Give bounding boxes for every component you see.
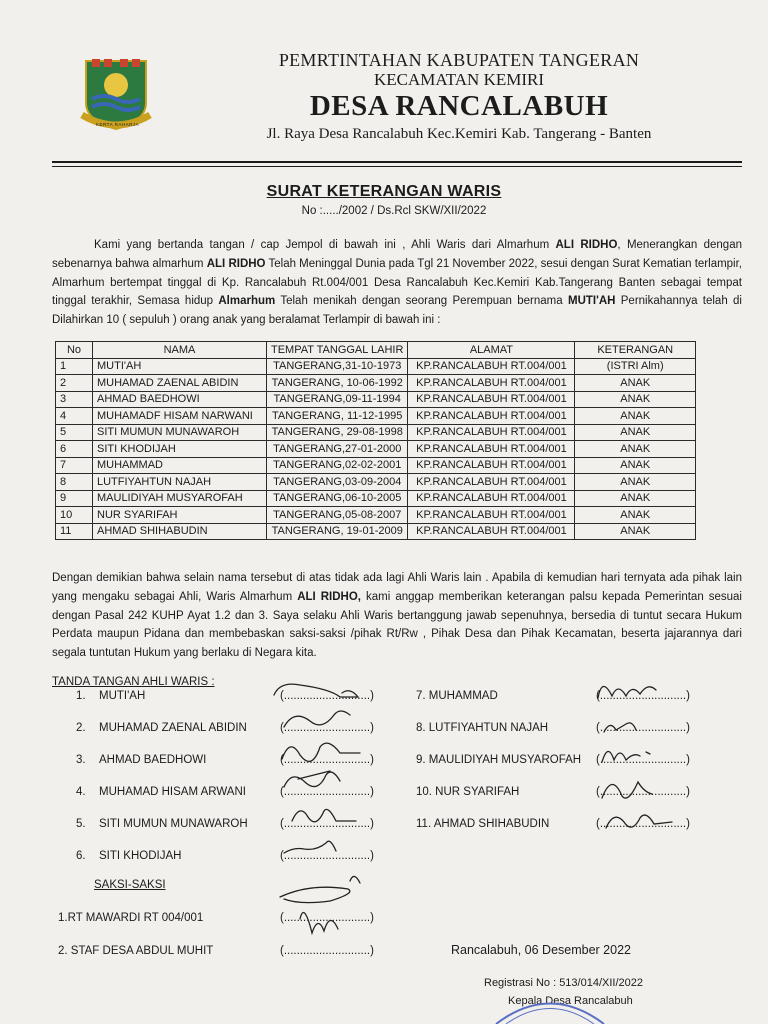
- sig-left-name: SITI KHODIJAH: [99, 850, 182, 862]
- sig-right-name: 11. AHMAD SHIHABUDIN: [416, 818, 550, 830]
- heirs-signature-heading: TANDA TANGAN AHLI WARIS :: [52, 676, 215, 688]
- signature-blank: (...........................): [280, 690, 374, 702]
- signature-blank: (...........................): [280, 850, 374, 862]
- sig-right-name: 7. MUHAMMAD: [416, 690, 498, 702]
- registration-number: Registrasi No : 513/014/XII/2022: [484, 977, 643, 989]
- handwritten-signatures-right: [592, 672, 684, 842]
- sig-left-no: 1.: [76, 690, 86, 702]
- table-row: 7 MUHAMMAD TANGERANG,02-02-2001 KP.RANCALABUH RT.004/001 ANAK: [56, 457, 696, 474]
- signature-blank: (...........................): [280, 786, 374, 798]
- header-divider: [52, 161, 742, 163]
- witnesses-heading: SAKSI-SAKSI: [94, 879, 166, 891]
- sig-left-no: 3.: [76, 754, 86, 766]
- sig-left-name: AHMAD BAEDHOWI: [99, 754, 207, 766]
- table-row: 1 MUTI'AH TANGERANG,31-10-1973 KP.RANCALABUH RT.004/001 (ISTRI Alm): [56, 358, 696, 375]
- emblem-motto: KERTA RAHARJA: [96, 122, 140, 127]
- col-alamat: ALAMAT: [408, 342, 575, 359]
- district-name: KECAMATAN KEMIRI: [373, 70, 545, 89]
- col-nama: NAMA: [93, 342, 267, 359]
- witness-name: 2. STAF DESA ABDUL MUHIT: [58, 945, 214, 957]
- witness-name: 1.RT MAWARDI RT 004/001: [58, 912, 204, 924]
- col-no: No: [56, 342, 93, 359]
- col-keterangan: KETERANGAN: [575, 342, 696, 359]
- official-stamp: [490, 995, 610, 1024]
- table-row: 5 SITI MUMUN MUNAWAROH TANGERANG, 29-08-1998 KP.RANCALABUH RT.004/001 ANAK: [56, 424, 696, 441]
- sig-left-name: SITI MUMUN MUNAWAROH: [99, 818, 248, 830]
- closing-paragraph: Dengan demikian bahwa selain nama tersebut di atas tidak ada lagi Ahli Waris lain . Apabila di kemudian hari ternyata ada pihak lain yang mengaku sebagai Ahli, Waris Almarhum ALI RIDHO, kami anggap memberikan keterangan palsu kepada Pemerintan sesuai dengan Pasal 242 KUHP Ayat 1.2 dan 3. Saya selaku Ahli Waris bertanggung jawab sepenuhnya, bersedia di tuntut secara Hukum Perdata maupun Pidana dan membebaskan saksi-saksi /pihak Rt/Rw , Pihak Desa dan Pihak Kecamatan, beserta jajarannya dari segala tuntutan Hukum yang berlaku di Negara kita.: [52, 572, 742, 660]
- table-row: 2 MUHAMAD ZAENAL ABIDIN TANGERANG, 10-06-1992 KP.RANCALABUH RT.004/001 ANAK: [56, 375, 696, 392]
- sig-right-name: 9. MAULIDIYAH MUSYAROFAH: [416, 754, 582, 766]
- table-row: 8 LUTFIYAHTUN NAJAH TANGERANG,03-09-2004 KP.RANCALABUH RT.004/001 ANAK: [56, 474, 696, 491]
- regency-emblem: [80, 55, 152, 131]
- sig-left-name: MUHAMAD ZAENAL ABIDIN: [99, 722, 247, 734]
- table-row: 3 AHMAD BAEDHOWI TANGERANG,09-11-1994 KP.RANCALABUH RT.004/001 ANAK: [56, 391, 696, 408]
- place-and-date: Rancalabuh, 06 Desember 2022: [451, 943, 631, 957]
- document-number: No :...../2002 / Ds.Rcl SKW/XII/2022: [301, 205, 487, 217]
- heirs-table: [55, 341, 696, 540]
- table-row: 4 MUHAMADF HISAM NARWANI TANGERANG, 11-12-1995 KP.RANCALABUH RT.004/001 ANAK: [56, 408, 696, 425]
- table-header-row: [56, 342, 696, 359]
- col-ttl: TEMPAT TANGGAL LAHIR: [267, 342, 408, 359]
- village-address: Jl. Raya Desa Rancalabuh Kec.Kemiri Kab. Tangerang - Banten: [266, 126, 652, 142]
- table-row: 9 MAULIDIYAH MUSYAROFAH TANGERANG,06-10-2005 KP.RANCALABUH RT.004/001 ANAK: [56, 490, 696, 507]
- signature-blank: (...........................): [596, 722, 690, 734]
- sig-left-name: MUHAMAD HISAM ARWANI: [99, 786, 246, 798]
- sig-right-name: 10. NUR SYARIFAH: [416, 786, 520, 798]
- header-divider-thin: [52, 166, 742, 167]
- table-row: 10 NUR SYARIFAH TANGERANG,05-08-2007 KP.RANCALABUH RT.004/001 ANAK: [56, 507, 696, 524]
- signature-blank: (...........................): [596, 818, 690, 830]
- sig-left-name: MUTI'AH: [99, 690, 146, 702]
- table-row: 11 AHMAD SHIHABUDIN TANGERANG, 19-01-2009 KP.RANCALABUH RT.004/001 ANAK: [56, 523, 696, 540]
- sig-left-no: 2.: [76, 722, 86, 734]
- signature-blank: (...........................): [280, 722, 374, 734]
- handwritten-signatures-left: [270, 675, 370, 935]
- sig-left-no: 5.: [76, 818, 86, 830]
- signature-blank: (...........................): [596, 690, 690, 702]
- document-title: SURAT KETERANGAN WARIS: [266, 183, 502, 200]
- intro-paragraph: Kami yang bertanda tangan / cap Jempol di bawah ini , Ahli Waris dari Almarhum ALI RIDHO, Menerangkan dengan sebenarnya bahwa almarhum ALI RIDHO Telah Meninggal Dunia pada Tgl 21 November 2022, sesui dengan Surat Kematian terlampir, Almarhum bertempat tinggal di Kp. Rancalabuh Rt.004/001 Desa Rancalabuh Kec.Kemiri Kab.Tangerang Banten sebagai tempat tinggal terakhir, Semasa hidup Almarhum Telah menikah dengan seorang Perempuan bernama MUTI'AH Pernikahannya telah di Dilahirkan 10 ( sepuluh ) orang anak yang beralamat Terlampir di bawah ini :: [52, 239, 743, 327]
- official-title: Kepala Desa Rancalabuh: [508, 995, 633, 1007]
- signature-blank: (...........................): [280, 818, 374, 830]
- signature-blank: (...........................): [280, 945, 374, 957]
- sig-left-no: 6.: [76, 850, 86, 862]
- sig-right-name: 8. LUTFIYAHTUN NAJAH: [416, 722, 549, 734]
- sig-left-no: 4.: [76, 786, 86, 798]
- signature-blank: (...........................): [280, 754, 374, 766]
- signature-blank: (...........................): [280, 912, 374, 924]
- signature-blank: (...........................): [596, 786, 690, 798]
- table-row: 6 SITI KHODIJAH TANGERANG,27-01-2000 KP.RANCALABUH RT.004/001 ANAK: [56, 441, 696, 458]
- signature-blank: (...........................): [596, 754, 690, 766]
- village-name: DESA RANCALABUH: [309, 90, 609, 122]
- government-name: PEMRTINTAHAN KABUPATEN TANGERAN: [278, 50, 640, 70]
